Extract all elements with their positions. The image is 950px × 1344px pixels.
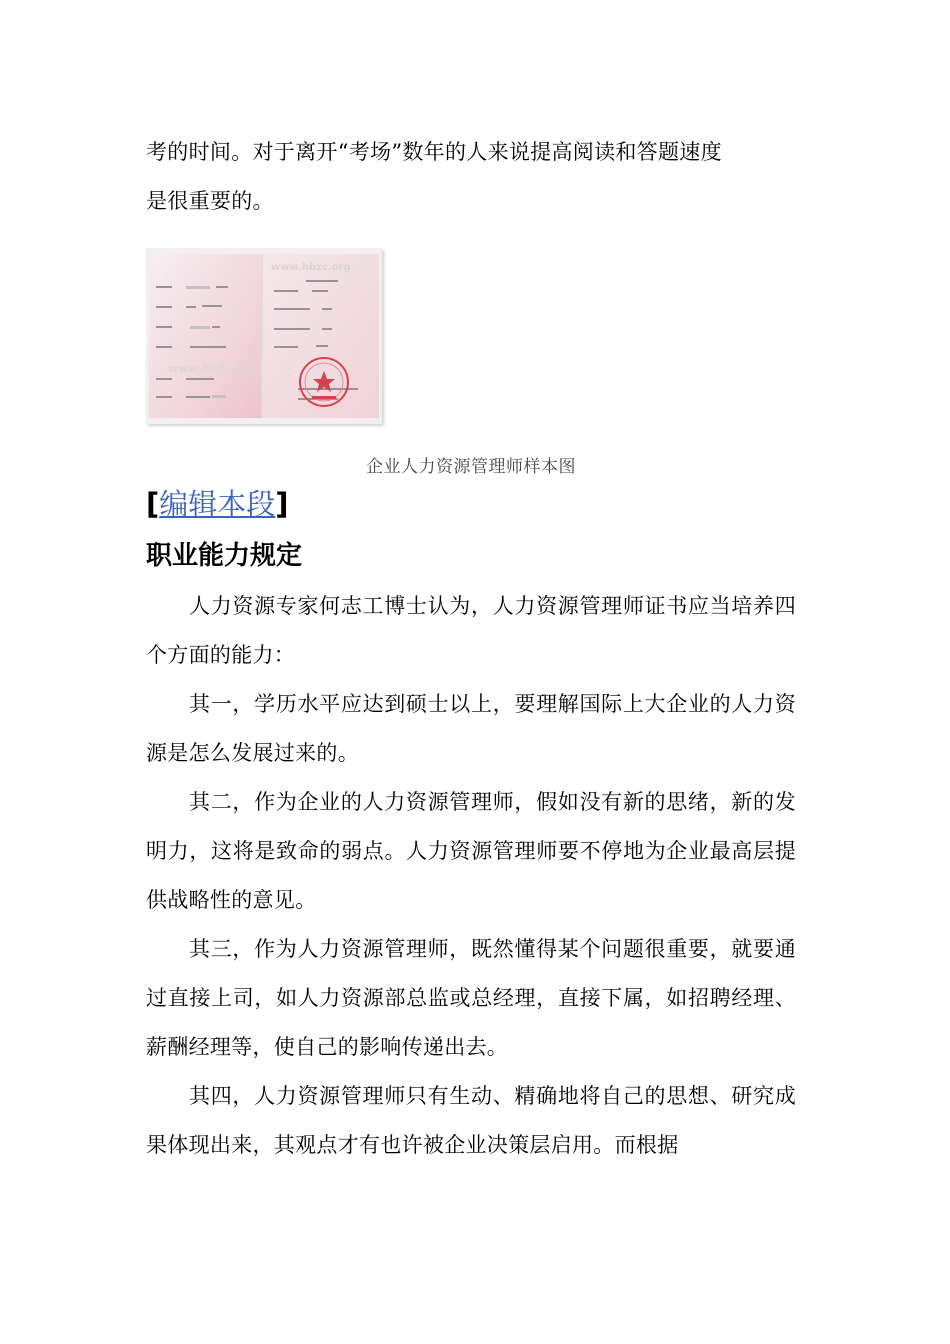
watermark-bottom: www.hbzc.org (168, 362, 256, 375)
paragraph-4: 其三，作为人力资源管理师，既然懂得某个问题很重要，就要通过直接上司，如人力资源部总监或总经理，直接下属，如招聘经理、薪酬经理等，使自己的影响传递出去。 (146, 937, 796, 1059)
intro-text (146, 128, 796, 226)
paragraph-2: 其一，学历水平应达到硕士以上，要理解国际上大企业的人力资源是怎么发展过来的。 (146, 692, 796, 765)
edit-section (146, 484, 289, 524)
watermark-top: www.hbzc.org (271, 262, 351, 273)
paragraph-5: 其四，人力资源管理师只有生动、精确地将自己的思想、研究成果体现出来，其观点才有也许被企业决策层启用。而根据 (146, 1084, 796, 1157)
body-text (146, 582, 796, 1170)
figure-caption: 企业人力资源管理师样本图 (366, 457, 576, 477)
certificate-image (146, 248, 382, 424)
edit-open-bracket: [ (146, 487, 160, 521)
section-title: 职业能力规定 (146, 541, 303, 571)
edit-section-link[interactable]: 编辑本段 (159, 487, 276, 521)
paragraph-1: 人力资源专家何志工博士认为，人力资源管理师证书应当培养四个方面的能力： (146, 594, 796, 667)
intro-line-2: 是很重要的。 (146, 189, 274, 213)
paragraph-3: 其二，作为企业的人力资源管理师，假如没有新的思绪，新的发明力，这将是致命的弱点。人力资源管理师要不停地为企业最高层提供战略性的意见。 (146, 790, 796, 912)
intro-line-1: 考的时间。对于离开“考场”数年的人来说提高阅读和答题速度 (146, 140, 722, 164)
edit-close-bracket: ] (275, 487, 289, 521)
